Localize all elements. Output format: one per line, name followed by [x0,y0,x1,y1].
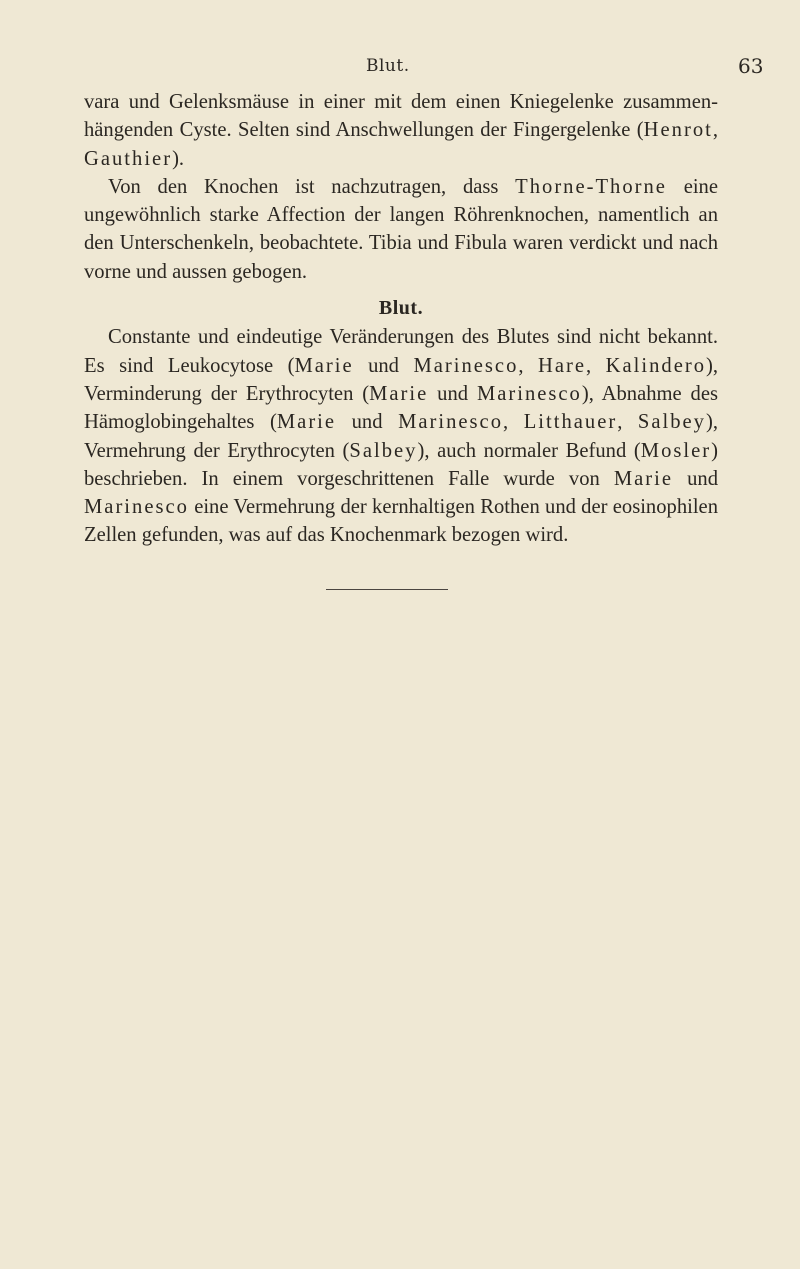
text-run: eine Vermehrung der kernhaltigen Rothen und der eosinophilen Zellen gefunden, was auf das Knochenmark bezogen wird. [84,496,718,547]
text-run: Von den Knochen ist nachzutragen, dass [108,175,516,198]
text-run: ) beschrieben. In einem vorgeschrittenen Falle wurde von [84,439,718,490]
text-run: ), auch normaler Befund ( [417,439,641,462]
text-run: vara und Gelenksmäuse in einer mit dem einen Kniegelenke zusammen-hängenden Cyste. Selten sind Anschwellungen der Fingergelenke ( [84,91,718,142]
paragraph-continuation [84,88,718,173]
text-run: und [673,467,718,490]
end-rule [326,589,448,590]
text-run: , [518,354,538,377]
author-name: Litthauer [523,411,618,434]
text-run: Constante und eindeutige Veränderungen des Blutes sind nicht bekannt. Es sind Leukocytose ( [84,326,718,377]
author-name: Kalindero [605,354,706,377]
text-run: , [586,354,606,377]
text-run: und [428,382,477,405]
text-run: , [617,411,638,434]
running-header [0,54,800,84]
page-number: 63 [738,54,764,78]
paragraph-bones [84,173,718,286]
text-run: , [503,411,524,434]
paragraph-blood [84,323,718,549]
text-run: ), Vermehrung der Erythrocyten ( [84,411,718,462]
author-name: Marinesco [476,382,582,405]
author-name: Salbey [637,411,706,434]
author-name: Marinesco [413,354,519,377]
text-run: eine ungewöhnlich starke Affection der langen Röhrenknochen, namentlich an den Unterschenkeln, beobachtete. Tibia und Fibula waren verdickt und nach vorne und aussen gebogen. [84,175,718,283]
author-name: Thorne-Thorne [515,175,667,198]
body-text [84,88,718,550]
text-run: ). [172,147,185,170]
text-run: , [712,119,718,142]
author-name: Hare [538,354,587,377]
author-name: Marie [369,382,429,405]
text-run: und [353,354,414,377]
author-name: Marie [613,467,674,490]
author-name: Marinesco [398,411,503,434]
text-run: und [336,411,399,434]
section-heading: Blut. [378,297,424,320]
author-name: Henrot [643,119,713,142]
text-run: ), Verminderung der Erythrocyten ( [84,354,719,405]
author-name: Marie [294,354,354,377]
author-name: Marie [276,411,337,434]
running-title: Blut. [366,56,410,76]
author-name: Salbey [349,439,418,462]
author-name: Marinesco [84,496,189,519]
text-run: ), Abnahme des Hämoglobingehaltes ( [84,382,718,434]
author-name: Mosler [640,439,712,462]
author-name: Gauthier [84,147,173,170]
